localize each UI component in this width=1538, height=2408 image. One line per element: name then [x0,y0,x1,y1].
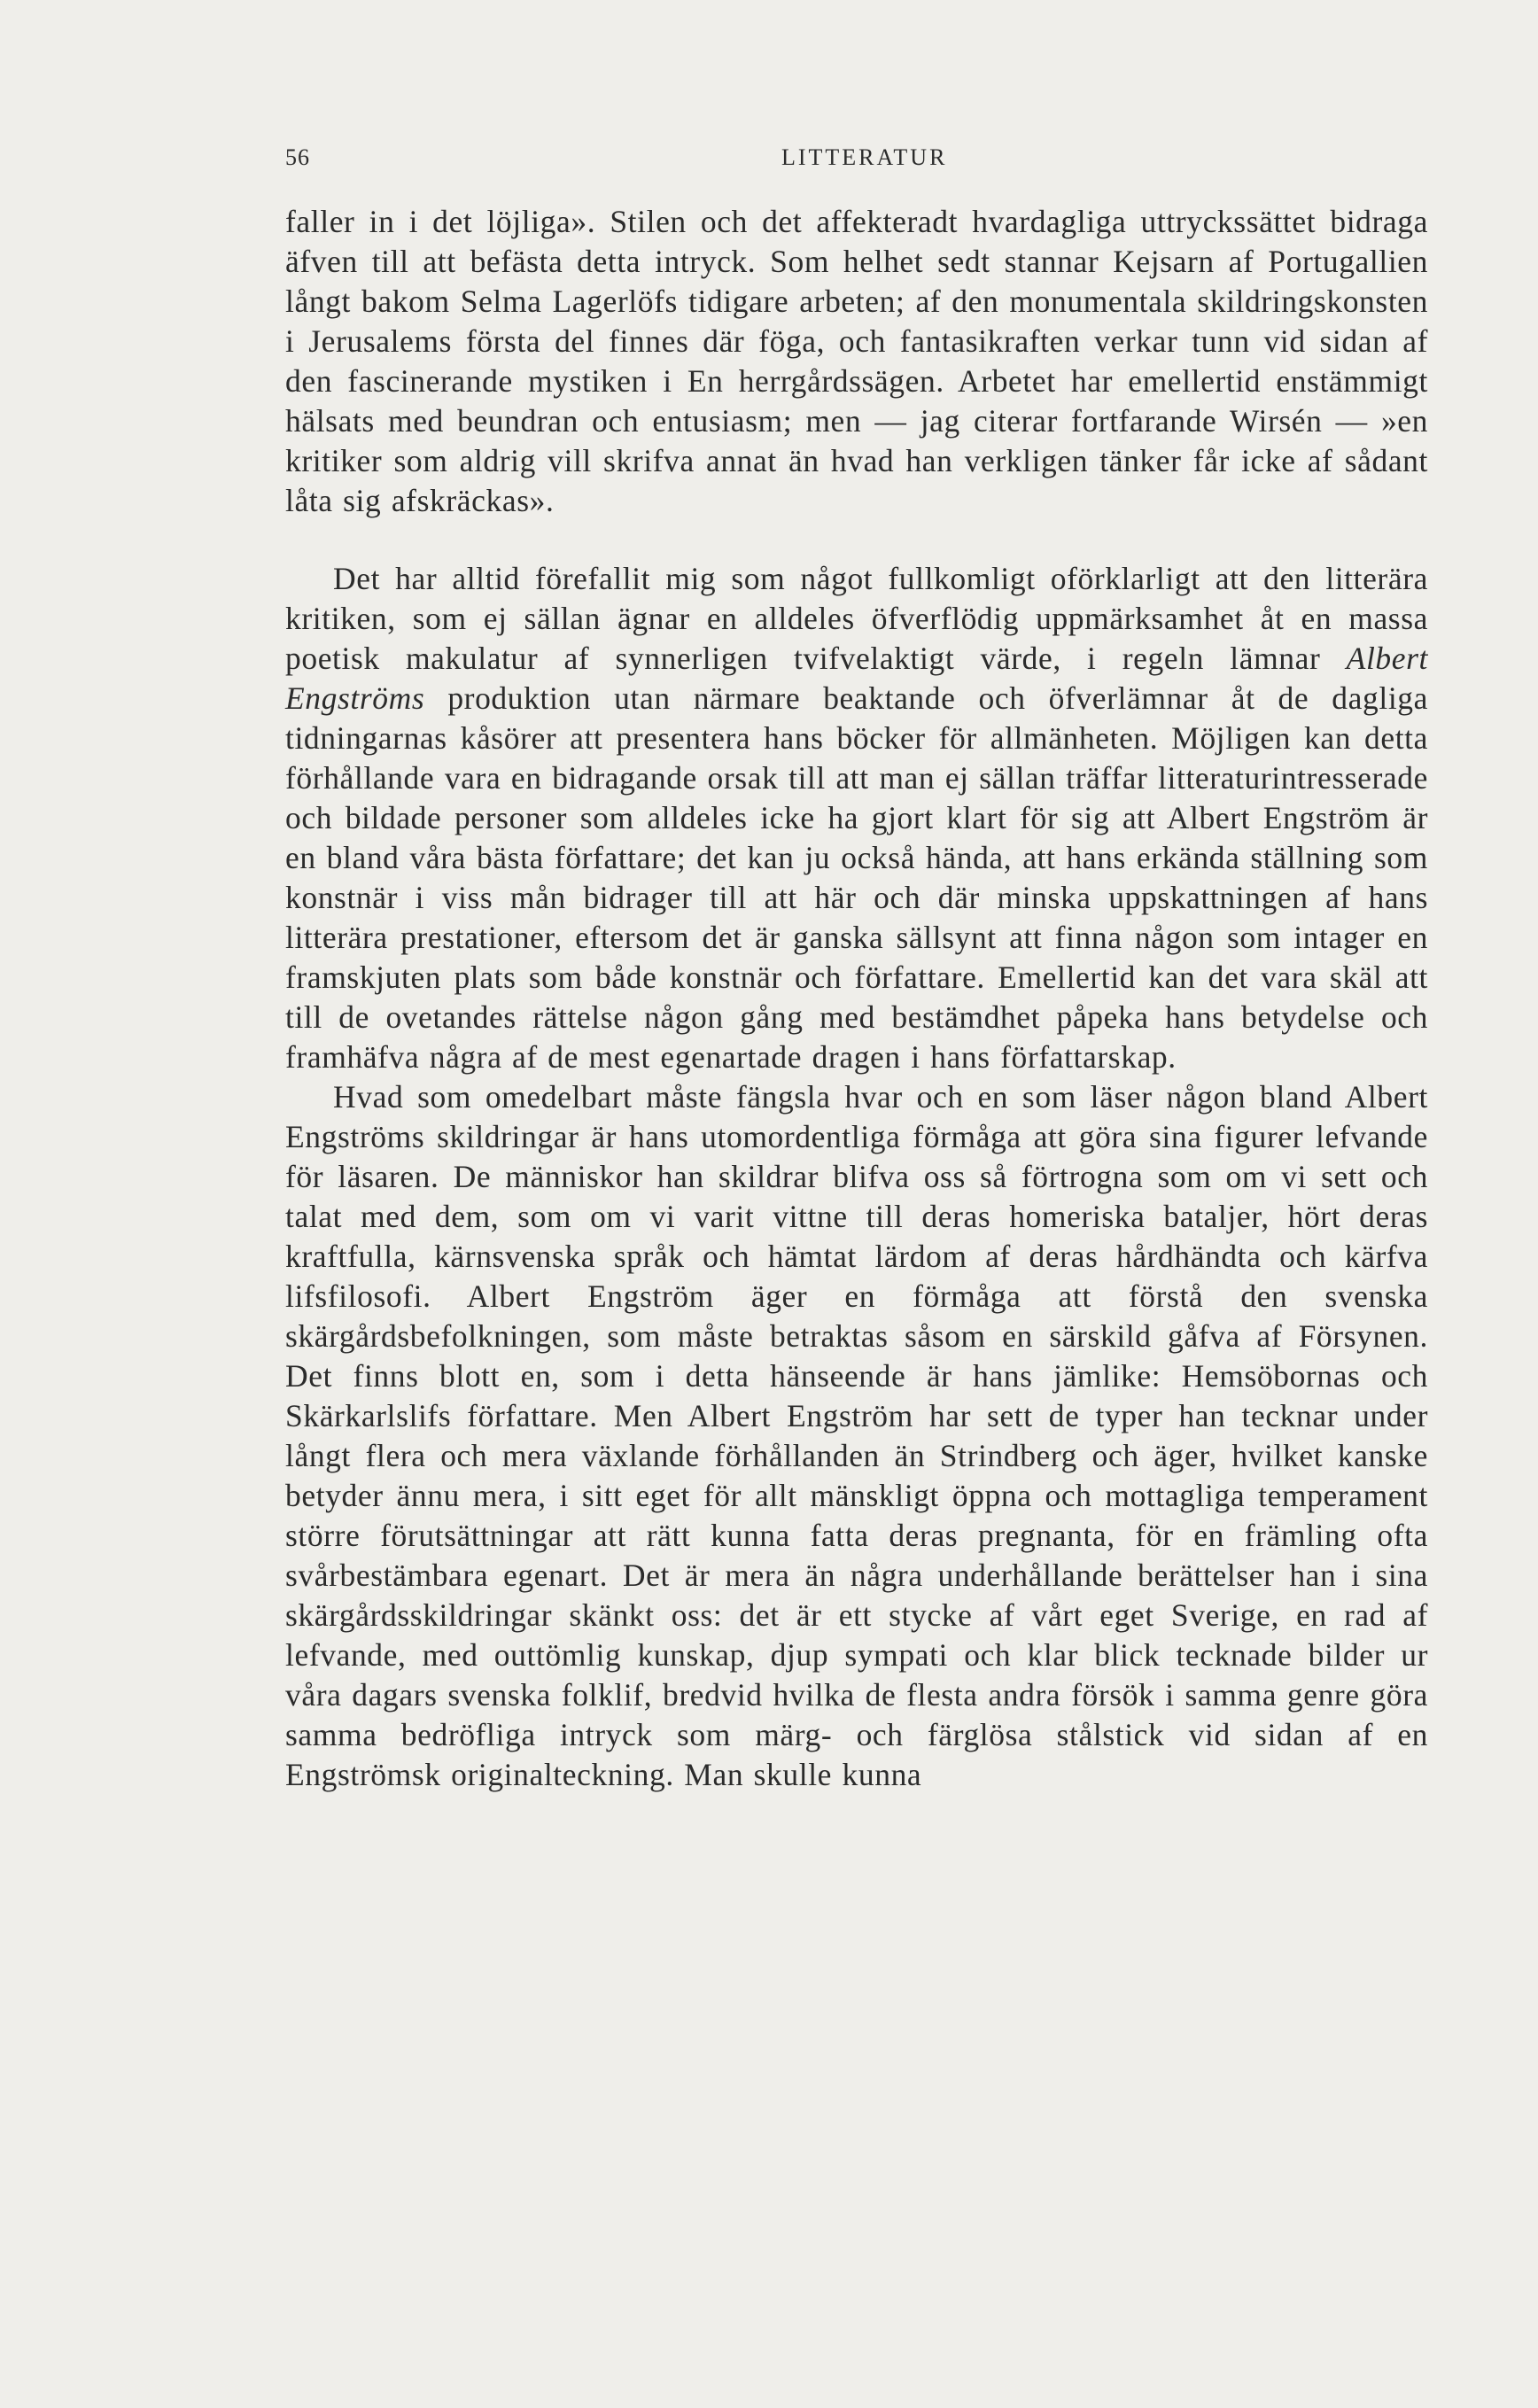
running-head: LITTERATUR [781,144,948,170]
paragraph-1: faller in i det löjliga». Stilen och det affekteradt hvardagliga uttryckssättet bidraga äfven till att befästa detta intryck. Som helhet sedt stannar Kejsarn af Portugallien långt bakom Selma Lagerlöfs tidigare arbeten; af den monumentala skildringskonsten i Jerusalems första del finnes där föga, och fantasikraften verkar tunn vid sidan af den fascinerande mystiken i En herrgårdssägen. Arbetet har emellertid enstämmigt hälsats med beundran och entusiasm; men — jag citerar fortfarande Wirsén — »en kritiker som aldrig vill skrifva annat än hvad han verkligen tänker får icke af sådant låta sig afskräckas». [285,204,1428,518]
paragraph-2 [285,559,1428,1077]
paragraph-2-after: produktion utan närmare beaktande och öfverlämnar åt de dagliga tidningarnas kåsörer att presentera hans böcker för allmänheten. Möjligen kan detta förhållande vara en bidragande orsak till att man ej sällan träffar litteraturintresserade och bildade personer som alldeles icke ha gjort klart för sig att Albert Engström är en bland våra bästa författare; det kan ju också hända, att hans erkända ställning som konstnär i viss mån bidrager till att här och där minska uppskattningen af hans litterära prestationer, eftersom det är ganska sällsynt att finna någon som intager en framskjuten plats som både konstnär och författare. Emellertid kan det vara skäl att till de ovetandes rättelse någon gång med bestämdhet påpeka hans betydelse och framhäfva några af de mest egenartade dragen i hans författarskap. [285,680,1428,1075]
body-text [285,202,1428,1795]
page-header [285,144,1441,180]
page-number: 56 [285,144,310,170]
author-name-italic: Albert Engströms [285,641,1428,716]
paragraph-3: Hvad som omedelbart måste fängsla hvar och en som läser någon bland Albert Engströms skildringar är hans utomordentliga förmåga att göra sina figurer lefvande för läsaren. De människor han skildrar blifva oss så förtrogna som om vi sett och talat med dem, som om vi varit vittne till deras homeriska batalјer, hört deras kraftfulla, kärnsvenska språk och hämtat lärdom af deras hårdhändta och kärfva lifsfilosofi. Albert Engström äger en förmåga att förstå den svenska skärgårdsbefolkningen, som måste betraktas såsom en särskild gåfva af Försynen. Det finns blott en, som i detta hänseende är hans jämlike: Hemsöbornas och Skärkarlslifs författare. Men Albert Engström har sett de typer han tecknar under långt flera och mera växlande förhållanden än Strindberg och äger, hvilket kanske betyder ännu mera, i sitt eget för allt mänskligt öppna och mottagliga temperament större förutsättningar att rätt kunna fatta deras pregnanta, för en främling ofta svårbestämbara egenart. Det är mera än några underhållande berättelser han i sina skärgårdsskildringar skänkt oss: det är ett stycke af vårt eget Sverige, en rad af lefvande, med outtömlig kunskap, djup sympati och klar blick tecknade bilder ur våra dagars svenska folklif, bredvid hvilka de flesta andra försök i samma genre göra samma bedröfliga intryck som märg- och färglösa stålstick vid sidan af en Engströmsk originalteckning. Man skulle kunna [285,1079,1428,1792]
paragraph-2-before: Det har alltid förefallit mig som något fullkomligt oförklarligt att den litterära kritiken, som ej sällan ägnar en alldeles öfverflödig uppmärksamhet åt en massa poetisk makulatur af synnerligen tvifvelaktigt värde, i regeln lämnar [285,561,1428,676]
